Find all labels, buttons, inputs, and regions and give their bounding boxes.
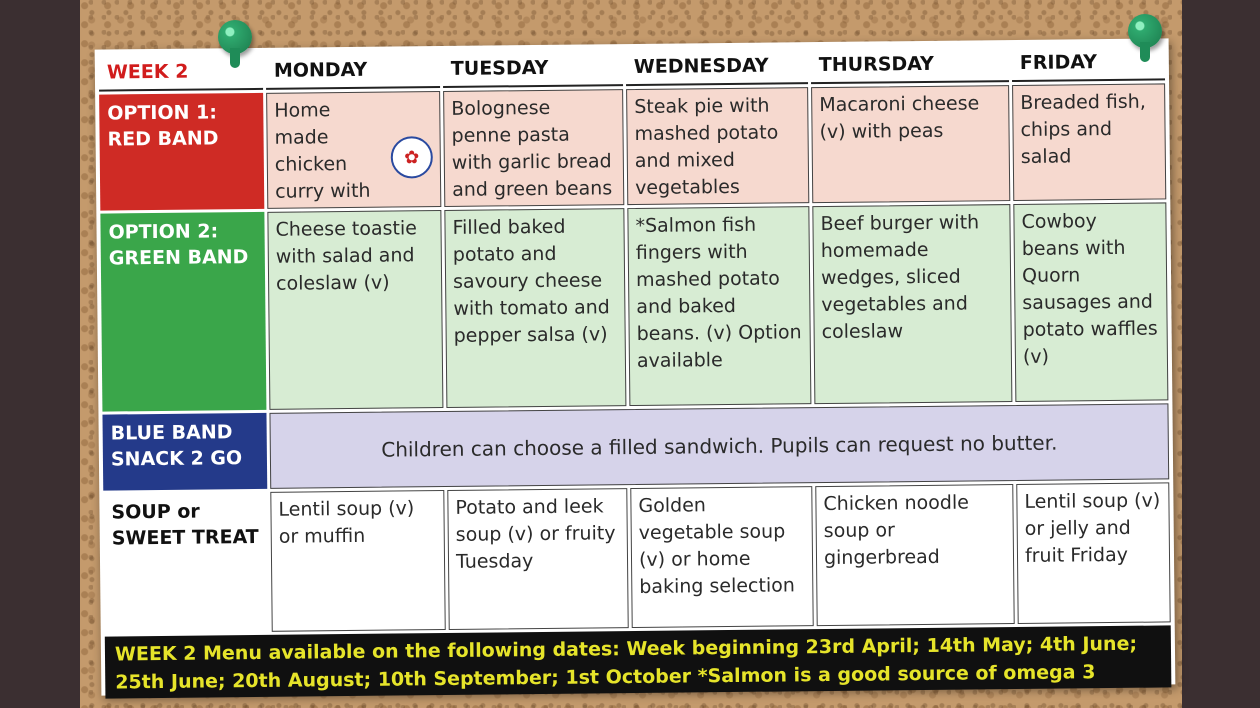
option1-thursday: Macaroni cheese (v) with peas: [811, 85, 1010, 203]
option1-friday: Breaded fish, chips and salad: [1012, 83, 1166, 201]
option1-label-line2: RED BAND: [107, 127, 219, 151]
soup-label-line1: SOUP or: [111, 500, 200, 524]
option2-thursday: Beef burger with homemade wedges, sliced vegetables and coleslaw: [812, 204, 1012, 404]
option1-tuesday: Bolognese penne pasta with garlic bread and green beans: [443, 89, 624, 207]
option2-label-line2: GREEN BAND: [108, 246, 249, 270]
soup-thursday: Chicken noodle soup or gingerbread: [815, 484, 1014, 626]
blue-band-label: [102, 413, 267, 491]
option1-wednesday: Steak pie with mashed potato and mixed vegetables: [626, 87, 809, 205]
option1-monday: [266, 91, 441, 209]
soup-label: [103, 492, 268, 634]
option2-wednesday: *Salmon fish fingers with mashed potato and baked beans. (v) Option available: [627, 206, 811, 406]
blue-band-label-line1: BLUE BAND: [110, 421, 233, 445]
soup-wednesday: Golden vegetable soup (v) or home baking selection: [630, 486, 813, 628]
option2-monday: Cheese toastie with salad and coleslaw (v): [267, 210, 443, 410]
option1-label-line1: OPTION 1:: [107, 101, 218, 125]
option1-label: [99, 93, 264, 211]
blue-band-label-line2: SNACK 2 GO: [110, 447, 243, 471]
day-header-wednesday: WEDNESDAY: [626, 46, 808, 86]
soup-label-line2: SWEET TREAT: [111, 525, 259, 550]
day-header-monday: MONDAY: [266, 50, 440, 90]
option2-friday: Cowboy beans with Quorn sausages and potato waffles (v): [1013, 202, 1168, 402]
menu-grid: [99, 42, 1172, 694]
option2-label-line1: OPTION 2:: [108, 220, 219, 244]
option2-label: [100, 212, 266, 412]
day-header-thursday: THURSDAY: [811, 44, 1009, 84]
blue-band-text: Children can choose a filled sandwich. Pupils can request no butter.: [269, 403, 1169, 488]
option2-tuesday: Filled baked potato and savoury cheese with tomato and pepper salsa (v): [444, 208, 626, 408]
menu-dates-footer: WEEK 2 Menu available on the following dates: Week beginning 23rd April; 14th May; 4th June; 25th June; 20th August; 10th September; 1st October *Salmon is a good source of omega 3: [105, 625, 1172, 698]
pushpin-icon: [218, 20, 252, 54]
option1-monday-text: Home made chicken curry with: [274, 99, 371, 203]
week-label: WEEK 2: [99, 52, 263, 92]
food-logo-icon: ✿: [391, 136, 433, 178]
soup-tuesday: Potato and leek soup (v) or fruity Tuesday: [447, 488, 628, 630]
menu-card: [95, 38, 1176, 695]
soup-friday: Lentil soup (v) or jelly and fruit Friday: [1016, 482, 1170, 624]
day-header-tuesday: TUESDAY: [443, 48, 623, 88]
soup-monday: Lentil soup (v) or muffin: [270, 490, 445, 632]
day-header-friday: FRIDAY: [1012, 42, 1165, 82]
pushpin-icon: [1128, 14, 1162, 48]
